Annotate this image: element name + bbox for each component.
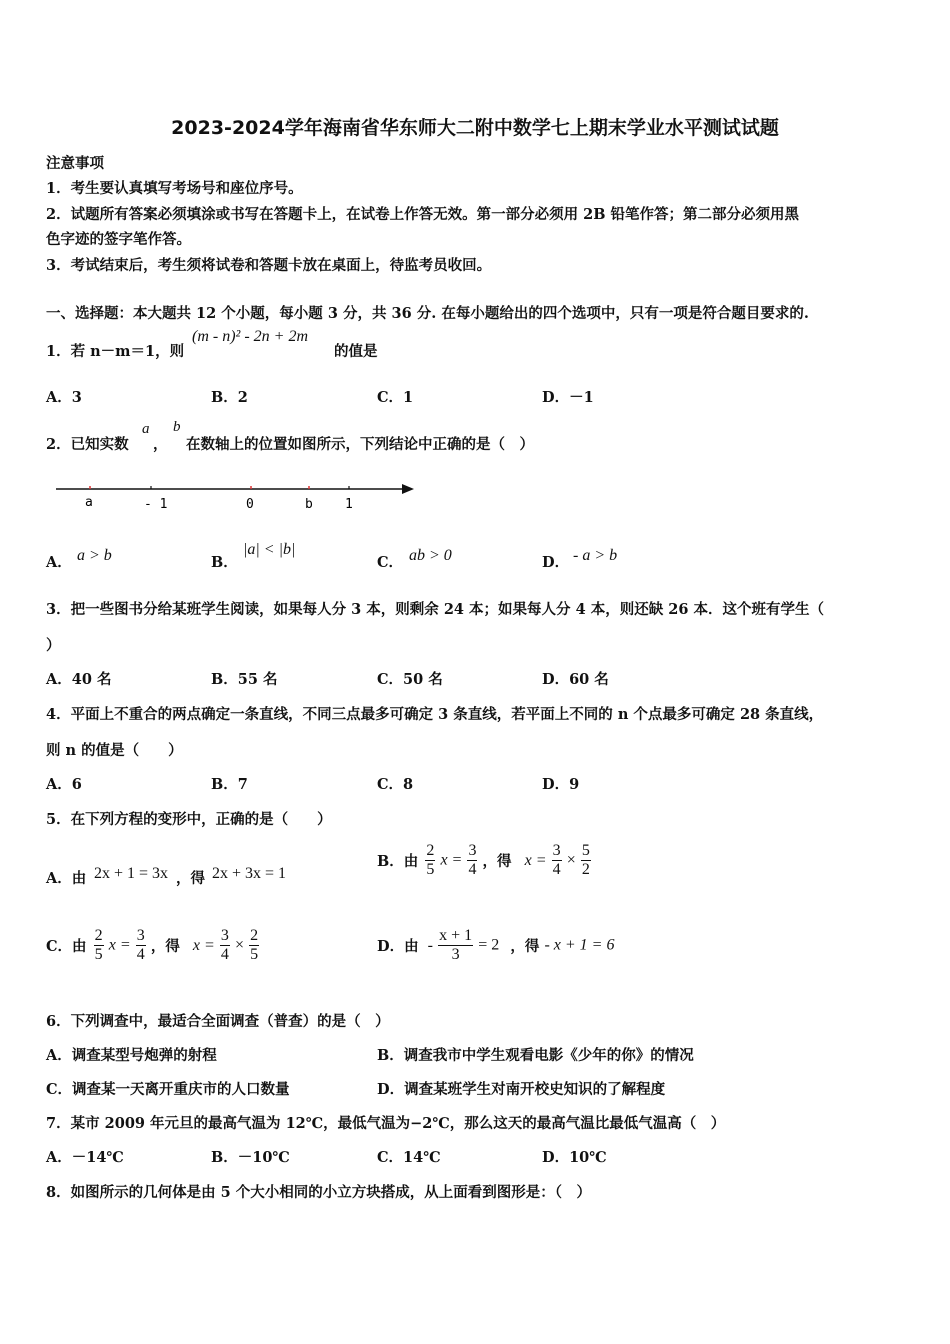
section-heading: 一、选择题：本大题共 12 个小题，每小题 3 分，共 36 分. 在每小题给出的四个选项中，只有一项是符合题目要求的. [46,305,809,322]
question-6-option-c: C．调查某一天离开重庆市的人口数量 [46,1081,290,1098]
question-2-option-c: ab > 0 [409,547,452,564]
question-5-option-c: C．由 $\frac{2}{5}$ x = $\frac{3}{4}$ ，得 x = $\frac{3}{4}$ × $\frac{2}{5}$ [46,927,259,963]
question-5-option-a-eq1: 2x + 1 = 3x [94,865,169,882]
question-3-option-c: C．50 名 [377,671,443,688]
question-5-stem: 5．在下列方程的变形中，正确的是（ ） [46,811,332,828]
question-2-option-d-label: D． [542,554,570,571]
number-line [50,476,420,516]
question-7-stem: 7．某市 2009 年元旦的最高气温为 12℃，最低气温为−2℃，那么这天的最高气温比最低气温高（ ） [46,1115,726,1132]
question-7-option-a: A．－14℃ [46,1149,124,1166]
question-6-stem: 6．下列调查中，最适合全面调查（普查）的是（ ） [46,1013,390,1030]
question-6-option-d: D．调查某班学生对南开校史知识的了解程度 [377,1081,666,1098]
label-neg1: - 1 [144,497,168,512]
question-2-var-b: b [173,419,181,435]
question-2-option-c-label: C． [377,554,404,571]
question-2-option-a: a > b [77,547,112,564]
notice-item: 2．试题所有答案必须填涂或书写在答题卡上，在试卷上作答无效。第一部分必须用 2B 铅笔作答；第二部分必须用黑 [46,206,800,223]
question-1-option-a: A．3 [46,389,82,406]
question-7-option-d: D．10℃ [542,1149,607,1166]
fraction: $\frac{3}{4}$ [552,842,561,878]
question-4-option-a: A．6 [46,776,82,793]
question-1-option-b: B．2 [211,389,248,406]
question-5-option-c-label: C．由 [46,938,87,955]
question-2-var-a: a [142,421,150,437]
fraction: $\frac{2}{5}$ [94,927,103,963]
question-5-option-d: D．由 - $\frac{x + 1}{3}$ = 2 ，得 - x + 1 = 6 [377,927,615,963]
question-4-option-c: C．8 [377,776,414,793]
notice-item: 3．考试结束后，考生须将试卷和答题卡放在桌面上，待监考员收回。 [46,257,492,274]
question-3-option-a: A．40 名 [46,671,112,688]
question-5-option-d-label: D．由 [377,938,419,955]
question-5-option-b: B．由 $\frac{2}{5}$ x = $\frac{3}{4}$ ，得 x = $\frac{3}{4}$ × $\frac{5}{2}$ [377,842,590,878]
question-5-option-a-eq2: 2x + 3x = 1 [212,865,287,882]
question-4-option-b: B．7 [211,776,248,793]
question-4-option-d: D．9 [542,776,580,793]
question-1-tail: 的值是 [334,343,378,360]
question-7-option-b: B．－10℃ [211,1149,290,1166]
question-4-stem: 4．平面上不重合的两点确定一条直线，不同三点最多可确定 3 条直线，若平面上不同的 n 个点最多可确定 28 条直线， [46,706,824,723]
label-a: a [85,495,93,510]
fraction: $\frac{5}{2}$ [581,842,590,878]
question-8-stem: 8．如图所示的几何体是由 5 个大小相同的小立方块搭成，从上面看到图形是：（ ） [46,1184,592,1201]
question-2-stem-tail: 在数轴上的位置如图所示，下列结论中正确的是（ ） [186,436,534,453]
notice-item: 色字迹的签字笔作答。 [46,231,191,248]
page-title: 2023-2024学年海南省华东师大二附中数学七上期末学业水平测试试题 [171,117,779,139]
question-3-option-b: B．55 名 [211,671,278,688]
notice-item: 1．考生要认真填写考场号和座位序号。 [46,180,303,197]
question-6-option-a: A．调查某型号炮弹的射程 [46,1047,217,1064]
fraction: $\frac{3}{4}$ [220,927,229,963]
question-6-option-b: B．调查我市中学生观看电影《少年的你》的情况 [377,1047,694,1064]
label-0: 0 [246,497,254,512]
question-1-stem: 1．若 n－m＝1，则 [46,343,185,360]
fraction: $\frac{3}{4}$ [136,927,145,963]
question-5-option-a-mid: ，得 [176,870,205,887]
number-line-arrow [402,484,414,494]
question-2-option-b: |a| < |b| [243,541,296,558]
label-1: 1 [345,497,353,512]
question-2-stem: 2．已知实数 [46,436,129,453]
notice-heading: 注意事项 [46,155,104,172]
question-5-option-b-label: B．由 [377,853,419,870]
question-1-option-c: C．1 [377,389,414,406]
fraction: $\frac{3}{4}$ [468,842,477,878]
fraction: $\frac{x + 1}{3}$ [439,927,473,963]
question-3-stem: 3．把一些图书分给某班学生阅读，如果每人分 3 本，则剩余 24 本；如果每人分 4 本，则还缺 26 本．这个班有学生（ [46,601,825,618]
question-3-stem-cont: ） [46,637,61,654]
question-2-option-d: - a > b [573,547,618,564]
question-1-option-d: D．－1 [542,389,594,406]
question-5-option-a-label: A．由 [46,870,87,887]
fraction: $\frac{2}{5}$ [426,842,435,878]
question-7-option-c: C．14℃ [377,1149,441,1166]
question-1-expression: (m - n)² - 2n + 2m [192,328,309,345]
question-2-option-b-label: B． [211,554,238,571]
question-4-stem-cont: 则 n 的值是（ ） [46,742,183,759]
question-2-option-a-label: A． [46,554,72,571]
question-3-option-d: D．60 名 [542,671,609,688]
label-b: b [305,497,313,512]
fraction: $\frac{2}{5}$ [250,927,259,963]
question-2-sep: ， [153,436,168,453]
